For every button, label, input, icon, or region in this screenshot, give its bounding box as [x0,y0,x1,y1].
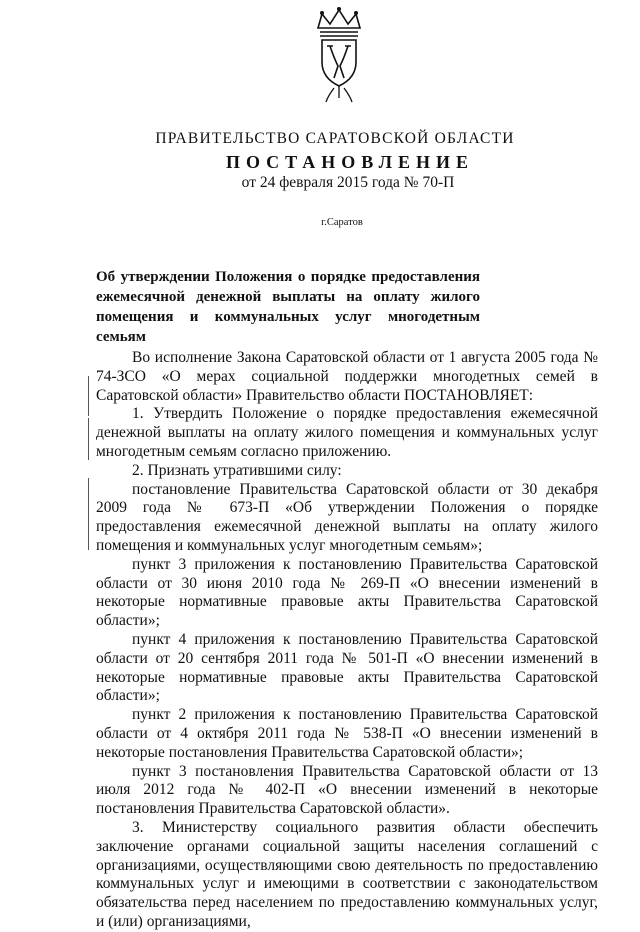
document-title: Об утверждении Положения о порядке предоставления ежемесячной денежной выплаты на оплату жилого помещения и коммунальных услуг многодетным семьям [96,269,480,345]
margin-mark [88,418,89,460]
document-date-number: от 24 февраля 2015 года № 70-П [241,174,455,191]
document-type: ПОСТАНОВЛЕНИЕ [225,152,475,172]
organization-name: ПРАВИТЕЛЬСТВО САРАТОВСКОЙ ОБЛАСТИ [155,130,515,147]
paragraph-repealed-act: постановление Правительства Саратовской области от 30 декабря 2009 года № 673-П «Об утверждении Положения о порядке предоставления ежемесячной денежной выплаты на оплату жилого помещения и коммунальных услуг многодетным семьям»; [96,480,598,554]
paragraph-item-2: 2. Признать утратившими силу: [132,461,342,479]
margin-mark [88,376,89,416]
paragraph-repealed-act: пункт 2 приложения к постановлению Правительства Саратовской области от 4 октября 2011 года № 538-П «О внесении изменений в некоторые постановления Правительства Саратовской области»; [96,706,598,761]
paragraph-preamble: Во исполнение Закона Саратовской области от 1 августа 2005 года № 74-ЗСО «О мерах социальной поддержки многодетных семей в Саратовской области» Правительство области ПОСТАНОВЛЯЕТ: [96,349,598,404]
paragraph-repealed-act: пункт 3 приложения к постановлению Правительства Саратовской области от 30 июня 2010 года № 269-П «О внесении изменений в некоторые нормативные правовые акты Правительства Саратовской области»; [96,555,598,630]
margin-mark [88,478,89,550]
paragraph-repealed-act: пункт 3 постановления Правительства Саратовской области от 13 июля 2012 года № 402-П «О внесении изменений в некоторые постановления Правительства Саратовской области». [96,762,598,818]
document-city: г.Саратов [321,217,363,228]
paragraph-repealed-act: пункт 4 приложения к постановлению Правительства Саратовской области от 20 сентября 2011 года № 501-П «О внесении изменений в некоторые нормативные правовые акты Правительства Саратовской области»; [96,630,598,705]
coat-of-arms-emblem [308,6,370,104]
paragraph-item-3: 3. Министерству социального развития области обеспечить заключение органами социальной защиты населения соглашений с организациями, осуществляющими свою деятельность по предоставлению коммунальных услуг и имеющими в соответствии с законодательством обязательства перед населением по предоставлению коммунальных услуг, и (или) организациями, [96,818,598,930]
paragraph-item-1: 1. Утвердить Положение о порядке предоставления ежемесячной денежной выплаты на оплату жилого помещения и коммунальных услуг многодетным семьям согласно приложению. [96,405,598,460]
document-body [96,349,598,932]
